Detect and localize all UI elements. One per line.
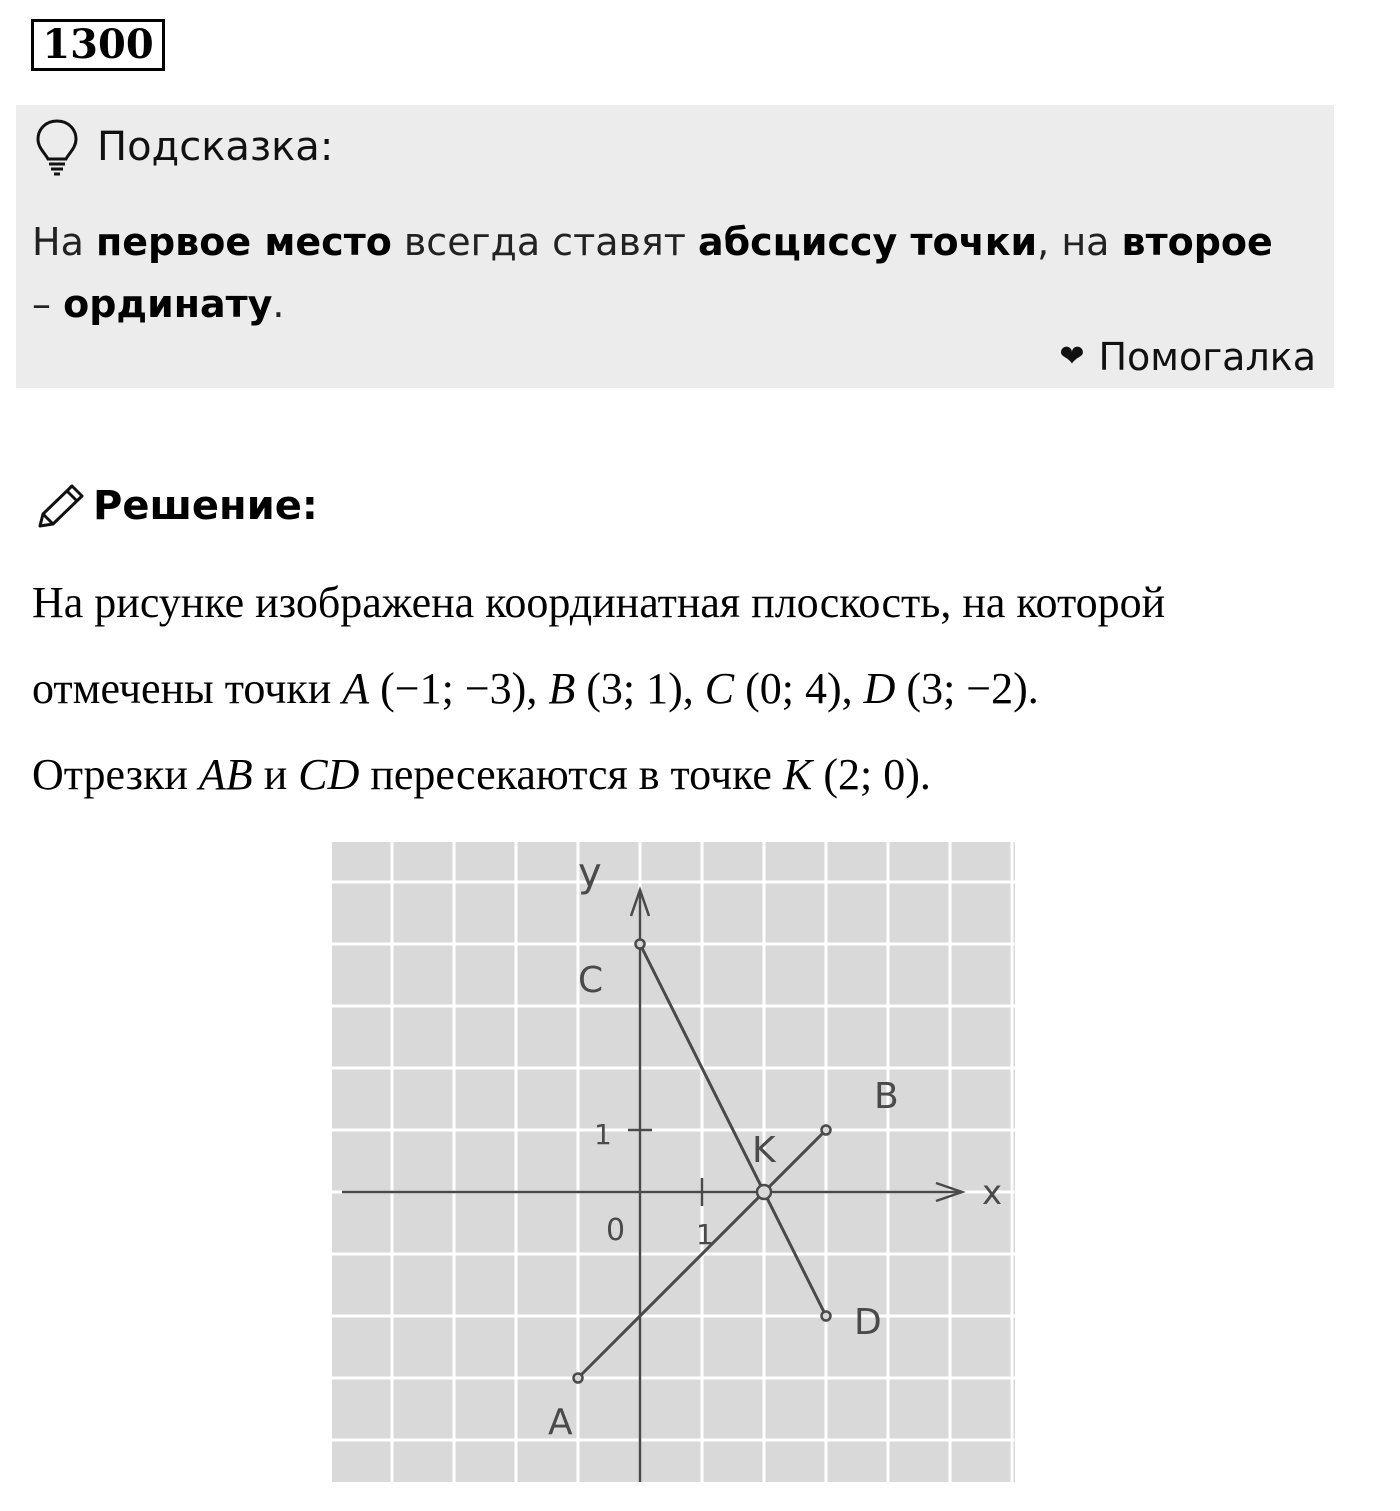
y-axis-label: y (578, 850, 602, 896)
hint-text-run-4: , на (1037, 220, 1122, 264)
hint-text (32, 211, 1302, 335)
solution-line2-run-0: отмечены точки (32, 664, 343, 713)
solution-line-1: На рисунке изображена координатная плоскость, на которой (32, 578, 1166, 627)
solution-line-2 (32, 646, 1362, 732)
point-B (822, 1126, 831, 1135)
hint-text-run-2: всегда ставят (391, 220, 698, 264)
hint-text-run-5: второе (1121, 220, 1273, 264)
hint-footer (1059, 333, 1316, 381)
unit-label-x: 1 (696, 1218, 714, 1251)
hint-text-run-8: . (272, 282, 285, 326)
hint-text-run-6: – (32, 282, 64, 326)
point-C (636, 940, 645, 949)
solution-line2-run-7: D (863, 664, 896, 713)
solution-line3-run-4: пересекаются в точке (359, 750, 783, 799)
solution-line2-run-3: B (548, 664, 576, 713)
point-K (757, 1185, 771, 1199)
solution-line3-run-1: AB (198, 750, 253, 799)
point-A (574, 1374, 583, 1383)
solution-line2-run-5: C (704, 664, 735, 713)
solution-line2-run-4: (3; 1), (575, 664, 705, 713)
hint-footer-label: Помогалка (1098, 335, 1316, 379)
solution-line2-run-2: (−1; −3), (369, 664, 549, 713)
point-label-C: C (578, 960, 604, 1001)
hint-box (16, 105, 1334, 388)
solution-line3-run-2: и (252, 750, 299, 799)
task-number: 1300 (31, 19, 165, 71)
solution-line-3 (32, 732, 1362, 818)
point-label-B: B (874, 1076, 899, 1117)
coordinate-plane (332, 842, 1015, 1482)
x-axis-label: x (982, 1173, 1003, 1213)
hint-text-run-3: абсциссу точки (697, 220, 1038, 264)
solution-line3-run-3: CD (298, 750, 360, 799)
point-label-D: D (854, 1302, 882, 1343)
point-D (822, 1312, 831, 1321)
origin-label: 0 (606, 1213, 626, 1248)
solution-line2-run-8: (3; −2). (895, 664, 1039, 713)
solution-line3-run-0: Отрезки (32, 750, 199, 799)
hint-title: Подсказка: (97, 124, 334, 170)
hint-text-run-1: первое место (95, 220, 392, 264)
pencil-icon (34, 482, 86, 536)
solution-title: Решение: (93, 483, 318, 529)
lightbulb-icon (34, 117, 80, 181)
hint-text-run-7: ординату (63, 282, 273, 326)
solution-line2-run-1: A (342, 664, 370, 713)
solution-text (32, 560, 1362, 818)
solution-line3-run-6: (2; 0). (812, 750, 931, 799)
point-label-A: A (548, 1402, 573, 1443)
hint-text-run-0: На (32, 220, 96, 264)
solution-line3-run-5: K (782, 750, 813, 799)
paper-background (332, 842, 1015, 1482)
point-label-K: K (752, 1130, 776, 1171)
coordinate-plane-figure (332, 842, 1015, 1482)
unit-label-y: 1 (594, 1118, 612, 1151)
heart-icon: ❤ (1059, 339, 1085, 374)
solution-line2-run-6: (0; 4), (734, 664, 864, 713)
